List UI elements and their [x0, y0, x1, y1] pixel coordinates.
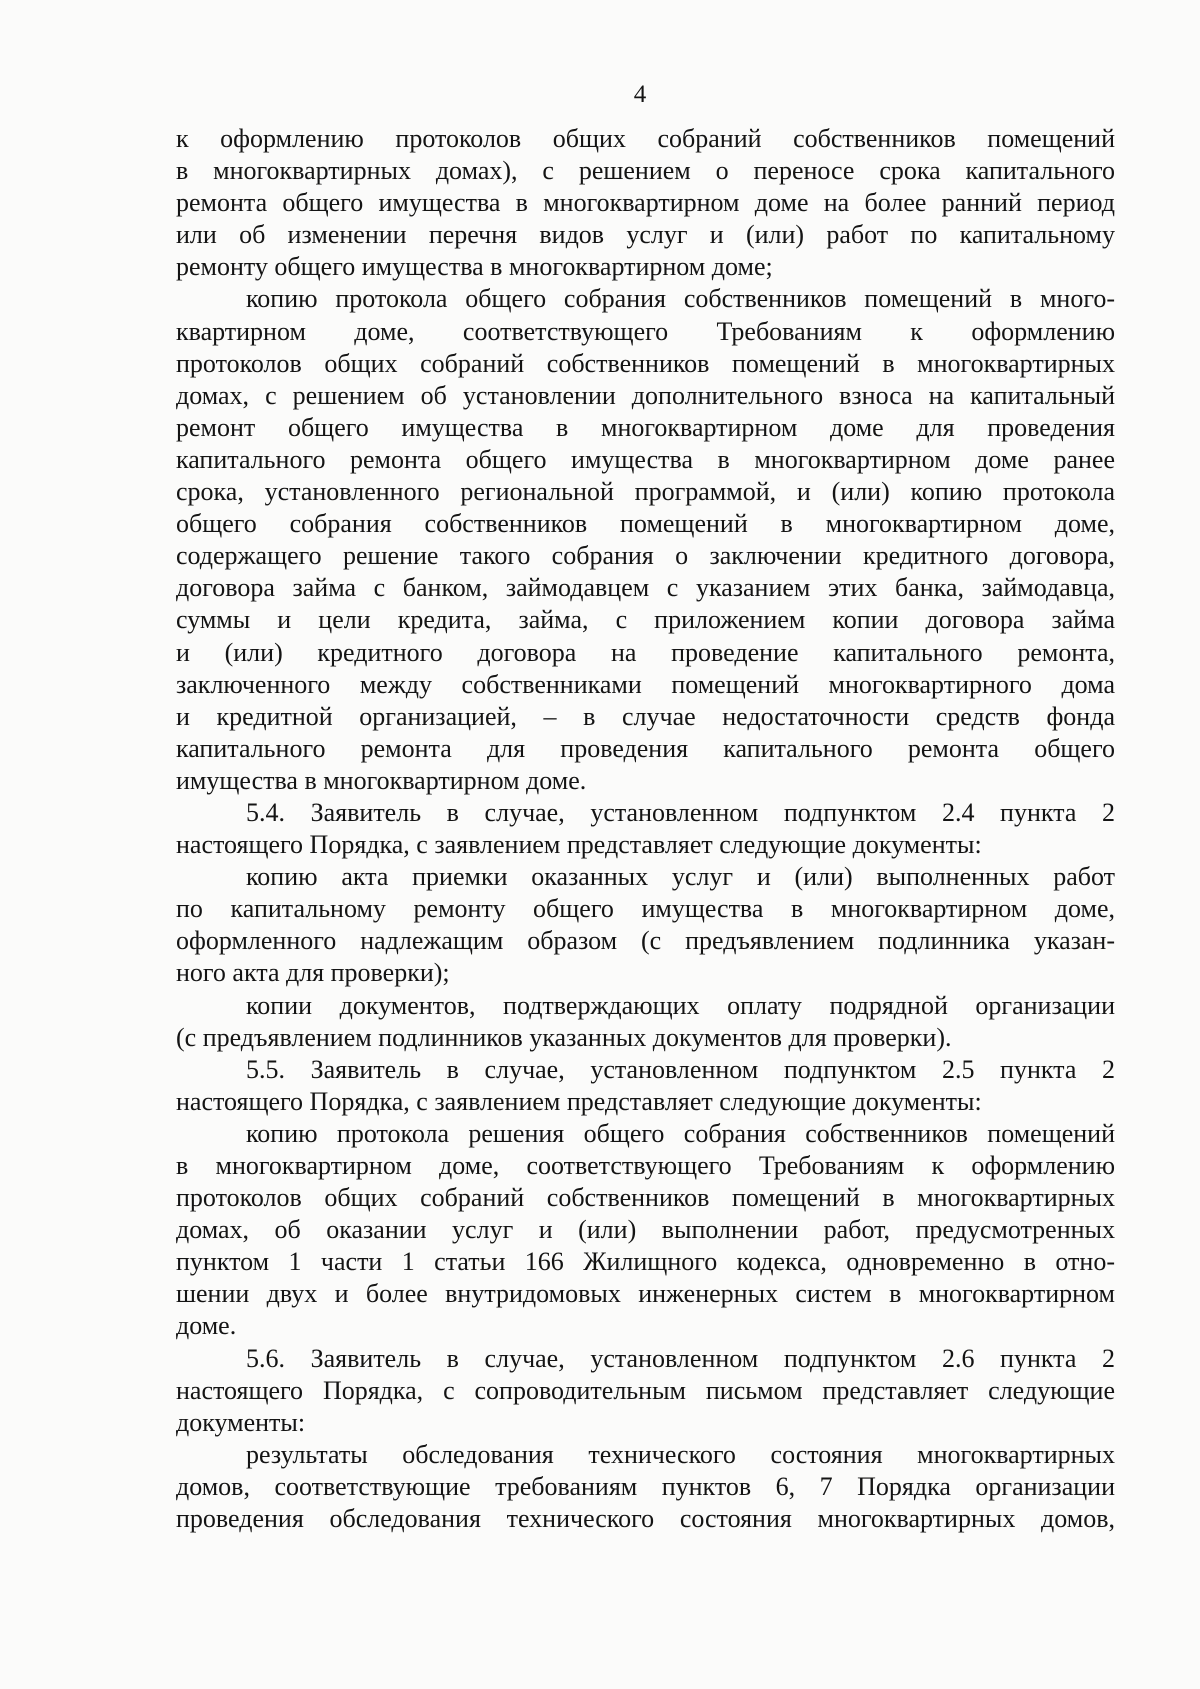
text-line: капитального ремонта общего имущества в многоквартирном доме ранее: [176, 444, 1115, 474]
text-line: или об изменении перечня видов услуг и (или) работ по капитальному: [176, 220, 1115, 250]
text-line: доме.: [176, 1311, 237, 1341]
text-line: договора займа с банком, займодавцем с указанием этих банка, займодавца,: [176, 573, 1115, 603]
text-line: копии документов, подтверждающих оплату подрядной организации: [246, 990, 1115, 1020]
text-line: проведения обследования технического состояния многоквартирных домов,: [176, 1504, 1115, 1534]
text-line: пунктом 1 части 1 статьи 166 Жилищного кодекса, одновременно в отно-: [176, 1247, 1115, 1277]
page-number: 4: [633, 81, 647, 108]
text-line: копию акта приемки оказанных услуг и (или) выполненных работ: [246, 862, 1115, 892]
text-line: в многоквартирных домах), с решением о переносе срока капитального: [176, 156, 1115, 186]
text-line: квартирном доме, соответствующего Требованиям к оформлению: [176, 316, 1115, 346]
text-line: настоящего Порядка, с заявлением представляет следующие документы:: [176, 1086, 982, 1116]
text-line: протоколов общих собраний собственников помещений в многоквартирных: [176, 348, 1115, 378]
text-line: домов, соответствующие требованиям пунктов 6, 7 Порядка организации: [176, 1471, 1115, 1501]
text-line: домах, с решением об установлении дополнительного взноса на капитальный: [176, 380, 1115, 410]
text-line: оформленного надлежащим образом (с предъявлением подлинника указан-: [176, 926, 1115, 956]
text-line: заключенного между собственниками помещений многоквартирного дома: [176, 669, 1115, 699]
text-line: и кредитной организацией, – в случае недостаточности средств фонда: [176, 701, 1115, 731]
text-line: настоящего Порядка, с заявлением представляет следующие документы:: [176, 830, 982, 860]
text-line: документы:: [176, 1407, 306, 1437]
text-line: имущества в многоквартирном доме.: [176, 765, 587, 795]
text-line: суммы и цели кредита, займа, с приложением копии договора займа: [176, 605, 1115, 635]
text-line: содержащего решение такого собрания о заключении кредитного договора,: [176, 541, 1115, 571]
text-line: настоящего Порядка, с сопроводительным письмом представляет следующие: [176, 1375, 1115, 1405]
text-line: шении двух и более внутридомовых инженерных систем в многоквартирном: [176, 1279, 1115, 1309]
text-line: ремонт общего имущества в многоквартирном доме для проведения: [176, 412, 1115, 442]
text-line: ного акта для проверки);: [176, 958, 450, 988]
text-line: в многоквартирном доме, соответствующего Требованиям к оформлению: [176, 1151, 1115, 1180]
text-line: к оформлению протоколов общих собраний собственников помещений: [176, 124, 1115, 153]
text-line: капитального ремонта для проведения капитального ремонта общего: [176, 733, 1115, 763]
text-line: по капитальному ремонту общего имущества в многоквартирном доме,: [176, 894, 1115, 924]
text-line: копию протокола решения общего собрания собственников помещений: [246, 1118, 1115, 1148]
text-line: домах, об оказании услуг и (или) выполнении работ, предусмотренных: [176, 1215, 1115, 1245]
document-body-text: [176, 123, 1115, 1535]
text-line: и (или) кредитного договора на проведение капитального ремонта,: [176, 637, 1115, 667]
text-line: ремонта общего имущества в многоквартирном доме на более ранний период: [176, 188, 1115, 218]
text-line: срока, установленного региональной программой, и (или) копию протокола: [176, 477, 1115, 507]
text-line: копию протокола общего собрания собственников помещений в много-: [246, 284, 1115, 314]
text-line: 5.6. Заявитель в случае, установленном подпунктом 2.6 пункта 2: [246, 1343, 1115, 1373]
text-line: (с предъявлением подлинников указанных документов для проверки).: [176, 1022, 952, 1052]
text-line: 5.5. Заявитель в случае, установленном подпунктом 2.5 пункта 2: [246, 1054, 1115, 1084]
text-line: 5.4. Заявитель в случае, установленном подпунктом 2.4 пункта 2: [246, 797, 1115, 827]
text-line: результаты обследования технического состояния многоквартирных: [246, 1439, 1115, 1469]
text-line: ремонту общего имущества в многоквартирном доме;: [176, 252, 773, 282]
text-line: общего собрания собственников помещений в многоквартирном доме,: [176, 509, 1115, 539]
text-line: протоколов общих собраний собственников помещений в многоквартирных: [176, 1183, 1115, 1213]
